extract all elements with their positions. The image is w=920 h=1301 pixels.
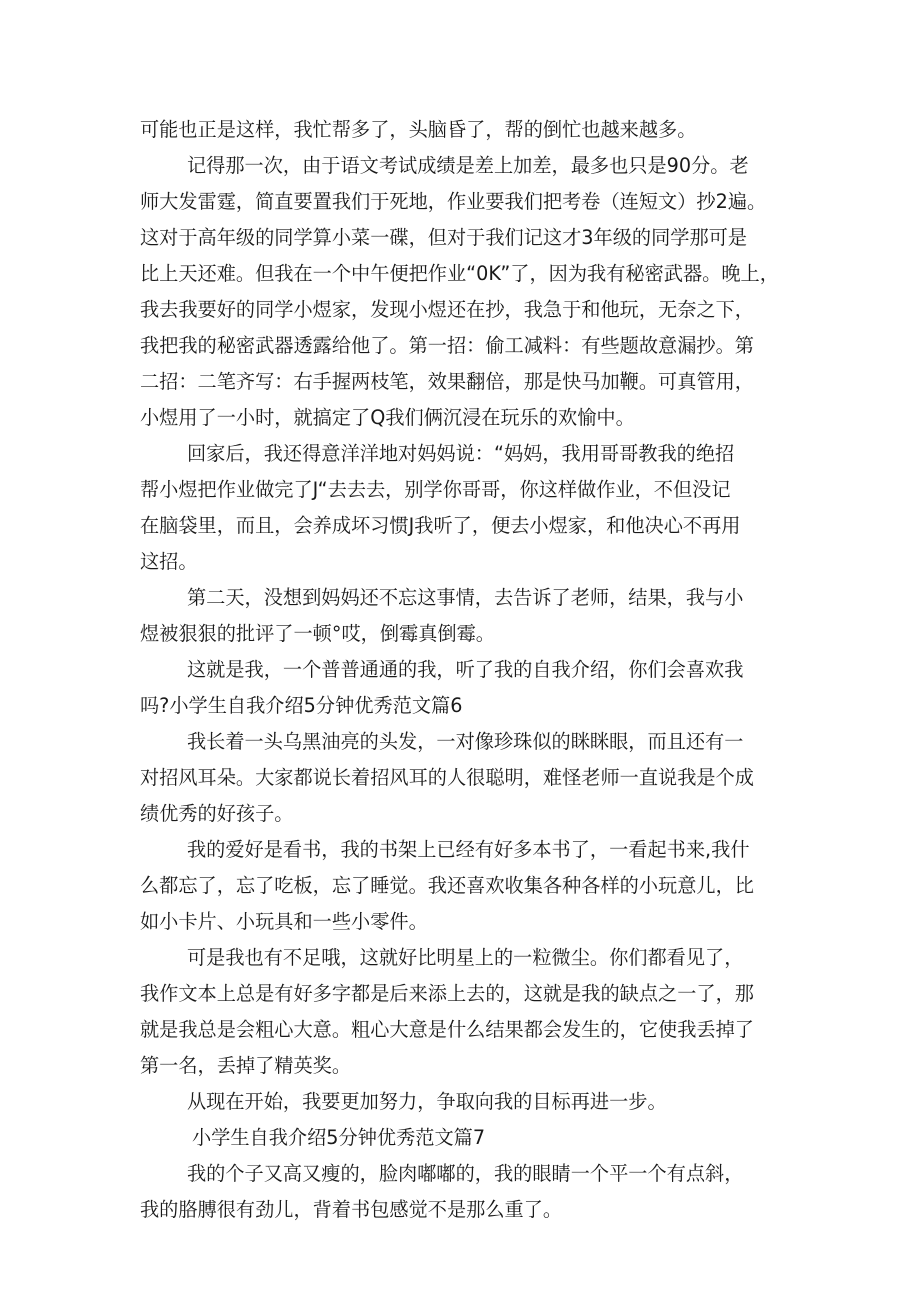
text-line: 这就是我，一个普普通通的我，听了我的自我介绍，你们会喜欢我 (187, 658, 744, 681)
text-line: 我的个子又高又瘦的，脸肉嘟嘟的，我的眼睛一个平一个有点斜， (187, 1162, 744, 1185)
text-line: 我长着一头乌黑油亮的头发，一对像珍珠似的眯眯眼，而且还有一 (187, 730, 744, 753)
text-line: 我的胳膊很有劲儿，背着书包感觉不是那么重了。 (140, 1198, 563, 1221)
text-line: 可是我也有不足哦，这就好比明星上的一粒微尘。你们都看见了， (187, 946, 744, 969)
text-line: 比上天还难。但我在一个中午便把作业“0K”了，因为我有秘密武器。晚上， (140, 262, 779, 285)
text-line: 二招：二笔齐写：右手握两枝笔，效果翻倍，那是快马加鞭。可真管用， (140, 370, 754, 393)
section-heading-6: 吗?小学生自我介绍5分钟优秀范文篇6 (140, 694, 463, 717)
document-body (140, 112, 790, 1228)
text-line: 煜被狠狠的批评了一顿°哎，倒霉真倒霉。 (140, 622, 495, 645)
text-line: 帮小煜把作业做完了J“去去去，别学你哥哥，你这样做作业，不但没记 (140, 478, 731, 501)
text-line: 这招。 (140, 550, 198, 573)
text-line: 我把我的秘密武器透露给他了。第一招：偷工减料：有些题故意漏抄。第 (140, 334, 754, 357)
text-line: 小煜用了一小时，就搞定了Q我们俩沉浸在玩乐的欢愉中。 (140, 406, 635, 429)
text-line: 在脑袋里，而且，会养成坏习惯J我听了，便去小煜家，和他决心不再用 (140, 514, 741, 537)
text-line: 就是我总是会粗心大意。粗心大意是什么结果都会发生的，它使我丢掉了 (140, 1018, 754, 1041)
text-line: 我去我要好的同学小煜家，发现小煜还在抄，我急于和他玩，无奈之下， (140, 298, 754, 321)
text-line: 这对于高年级的同学算小菜一碟，但对于我们记这才3年级的同学那可是 (140, 226, 748, 249)
text-line: 我的爱好是看书，我的书架上已经有好多本书了，一看起书来,我什 (187, 838, 750, 861)
text-line: 从现在开始，我要更加努力，争取向我的目标再进一步。 (187, 1090, 667, 1113)
text-line: 可能也正是这样，我忙帮多了，头脑昏了，帮的倒忙也越来越多。 (140, 118, 697, 141)
text-line: 绩优秀的好孩子。 (140, 802, 294, 825)
text-line: 我作文本上总是有好多字都是后来添上去的，这就是我的缺点之一了，那 (140, 982, 754, 1005)
text-line: 第二天，没想到妈妈还不忘这事情，去告诉了老师，结果，我与小 (187, 586, 744, 609)
text-line: 对招风耳朵。大家都说长着招风耳的人很聪明，难怪老师一直说我是个成 (140, 766, 754, 789)
text-line: 回家后，我还得意洋洋地对妈妈说：“妈妈，我用哥哥教我的绝招 (187, 442, 735, 465)
text-line: 第一名，丢掉了精英奖。 (140, 1054, 352, 1077)
text-line: 么都忘了，忘了吃板，忘了睡觉。我还喜欢收集各种各样的小玩意儿，比 (140, 874, 754, 897)
text-line: 如小卡片、小玩具和一些小零件。 (140, 910, 428, 933)
section-heading-7: 小学生自我介绍5分钟优秀范文篇7 (192, 1126, 486, 1149)
text-line: 师大发雷霆，简直要置我们于死地，作业要我们把考卷（连短文）抄2遍。 (140, 190, 767, 213)
text-line: 记得那一次，由于语文考试成绩是差上加差，最多也只是90分。老 (187, 154, 749, 177)
